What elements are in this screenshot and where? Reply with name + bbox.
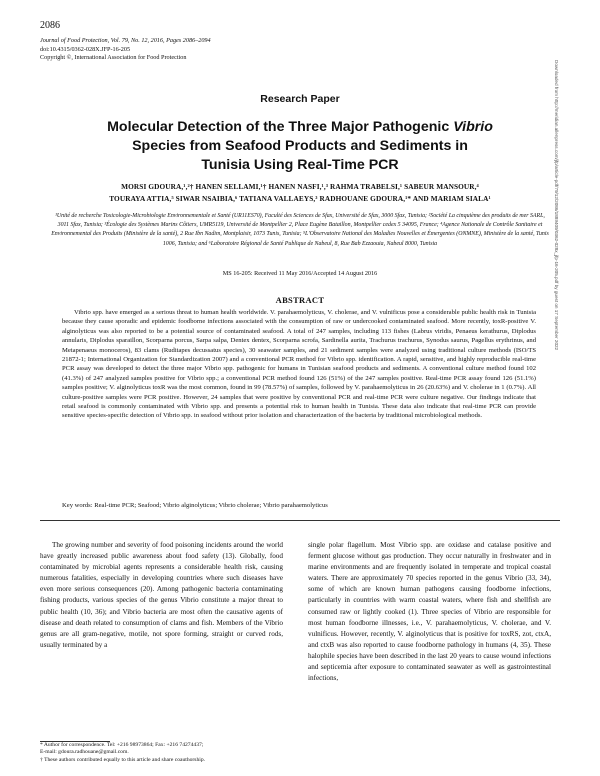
keywords: Key words: Real-time PCR; Seafood; Vibrio alginolyticus; Vibrio cholerae; Vibrio parahaemolyticus xyxy=(62,502,328,509)
author-list xyxy=(50,181,550,204)
page-number: 2086 xyxy=(40,20,60,31)
journal-citation: Journal of Food Protection, Vol. 79, No. 12, 2016, Pages 2086–2094 xyxy=(40,37,211,44)
manuscript-info: MS 16-205: Received 11 May 2016/Accepted 14 August 2016 xyxy=(222,270,378,277)
article-type: Research Paper xyxy=(260,93,340,105)
section-divider xyxy=(40,520,560,521)
footnote-email[interactable]: E-mail: gdoura.radhouane@gmail.com. xyxy=(40,749,129,756)
body-column-right: single polar flagellum. Most Vibrio spp. are oxidase and catalase positive and ferment glucose without gas production. They occur naturally in freshwater and in marine environments and are frequently isolated in temperate and tropical coastal waters. There are approximately 70 species reported in the genus Vibrio (33, 34), some of which are known human pathogens causing foodborne infections, particularly in countries with warm coastal waters, where fish and shellfish are consumed raw or lightly cooked (1). Three species of Vibrio are responsible for most human foodborne illnesses, i.e., V. parahaemolyticus, V. cholerae, and V. vulnificus. However, recently, V. alginolyticus that is positive for toxRS, zot, ctxA, and ctxB was also reported to cause foodborne pathology in humans (4, 35). These halophile species have been described in the last 20 years to cause wound infections and septicemia after exposure to contaminated seawater as well as gastrointestinal infections, xyxy=(308,541,551,683)
download-side-note: Downloaded from http://meridian.allenpress.com/jfp/article-pdf/79/12/2086/1889409/0362-028x_jfp-16-205.pdf by guest on 17 September 2022 xyxy=(554,60,559,351)
title-line2: Species from Seafood Products and Sediments in xyxy=(132,138,468,154)
title-line3: Tunisia Using Real-Time PCR xyxy=(201,157,399,173)
authors-line1: MORSI GDOURA,¹,²† HANEN SELLAMI,¹† HANEN NASFI,¹,³ RAHMA TRABELSI,¹ SABEUR MANSOUR,⁴ xyxy=(121,182,479,191)
footnote-equal: † These authors contributed equally to this article and share coauthorship. xyxy=(40,756,206,763)
footnotes xyxy=(40,742,290,764)
authors-line2: TOURAYA ATTIA,⁵ SIWAR NSAIBIA,⁶ TATIANA VALLAEYS,³ RADHOUANE GDOURA,¹* AND MARIAM SIALA¹ xyxy=(109,193,491,203)
paper-title xyxy=(60,118,540,175)
abstract-heading: ABSTRACT xyxy=(275,295,325,305)
journal-info xyxy=(40,37,211,63)
abstract-text: Vibrio spp. have emerged as a serious threat to human health worldwide. V. parahaemolyticus, V. cholerae, and V. vulnificus pose a considerable public health risk in Tunisia because they cause sporadic and epidemic foodborne infections associated with the consumption of raw or undercooked contaminated seafood. More recently, toxR-positive V. alginolyticus was also reported to be a potential source of contaminated seafood. A total of 247 samples, including 113 fishes (Labrus viridis, Penaeus kerathurus, Diplodus annularis, Diplodus sparaillon, Scorparna porcus, Sarpa salpa, Dentex dentex, Scorparna scrofa, Sardinella aurita, Trachurus trachurus, Synodus saurus, Pagellus erythrinus, and Metapenaeus monoceros), 83 clams (Ruditapes decussatus species), 30 seawater samples, and 21 sediment samples were analyzed using traditional culture methods (ISO/TS 21872-1; International Organization for Standardization 2007) and a conventional PCR method for Vibrio spp. identification. A rapid, sensitive, and highly reproducible real-time PCR assay was developed to detect the three major Vibrio spp. pathogenic for humans in Tunisian seafood products and sediments. A conventional culture method found 102 (41.3%) of 247 analyzed samples positive for Vibrio spp.; a conventional PCR method found 126 (51%) of the 247 samples positive. Real-time PCR assay found 126 (51.1%) samples positive; V. alginolyticus toxR was the most common, found in 99 (78.57%) of samples, followed by V. parahaemolyticus in 26 (20.63%) and V. cholerae in 1 (0.7%). All culture-positive samples were PCR positive. However, 24 samples that were positive by conventional PCR and real-time PCR were culture negative. Our findings indicate that retail seafood is commonly contaminated with Vibrio spp. and presents a potential risk to human health in Tunisia. These data also indicate that real-time PCR can provide sensitive species-specific detection of Vibrio spp. in seafood without prior isolation and characterization of the bacteria by traditional microbiological methods. xyxy=(62,309,536,420)
copyright: Copyright ©, International Association for Food Protection xyxy=(40,54,187,62)
body-column-left: The growing number and severity of food poisoning incidents around the world have greatly increased public awareness about food safety (13). Globally, food contaminated by microbial agents represents a considerable health risk, causing numerous fatalities, especially in developing countries where such diseases have even more serious consequences (20). Among pathogenic bacteria contaminating fishing products, various species of the genus Vibrio constitute a major threat to public health (10, 36); and Vibrio bacteria are most often the causative agents of disease and death related to consumption of clams and fish. Members of the Vibrio genus are all gram-negative, motile, not spore forming, straight or curved rods, usually terminated by a xyxy=(40,541,283,649)
footnote-corresponding: * Author for correspondence. Tel: +216 98973864; Fax: +216 74274437; xyxy=(40,742,204,748)
affiliations: ¹Unité de recherche Toxicologie-Microbiologie Environnementale et Santé (UR11ES70), Faculté des Sciences de Sfax, Université de Sfax, 3000 Sfax, Tunisia; ²Société La cinquième des produits de mer SARL, 3011 Sfax, Tunisia; ³Écologie des Systèmes Marins Côtiers, UMR5119, Université de Montpellier 2, Place Eugène Bataillon, Montpellier cedex 5 34095, France; ⁴Agence Nationale de Contrôle Sanitaire et Environnemental des Produits (Ministère de la santé), 2 Rue Ibn Nadim, Montplaisir, 1073 Tunis, Tunisia; ⁵L'Observatoire National des Maladies Nouvelles et Émergentes (ONMNE), Ministère de la santé, Tunis 1006, Tunisia; and ⁶Laboratoire Régional de Santé Publique de Nabeul, 8, Rue Bab Ezzaouia, Nabeul 8000, Tunisia xyxy=(51,213,549,247)
title-line1: Molecular Detection of the Three Major Pathogenic xyxy=(107,119,454,135)
doi[interactable]: doi:10.4315/0362-028X.JFP-16-205 xyxy=(40,45,131,53)
title-line1-italic: Vibrio xyxy=(453,119,493,135)
